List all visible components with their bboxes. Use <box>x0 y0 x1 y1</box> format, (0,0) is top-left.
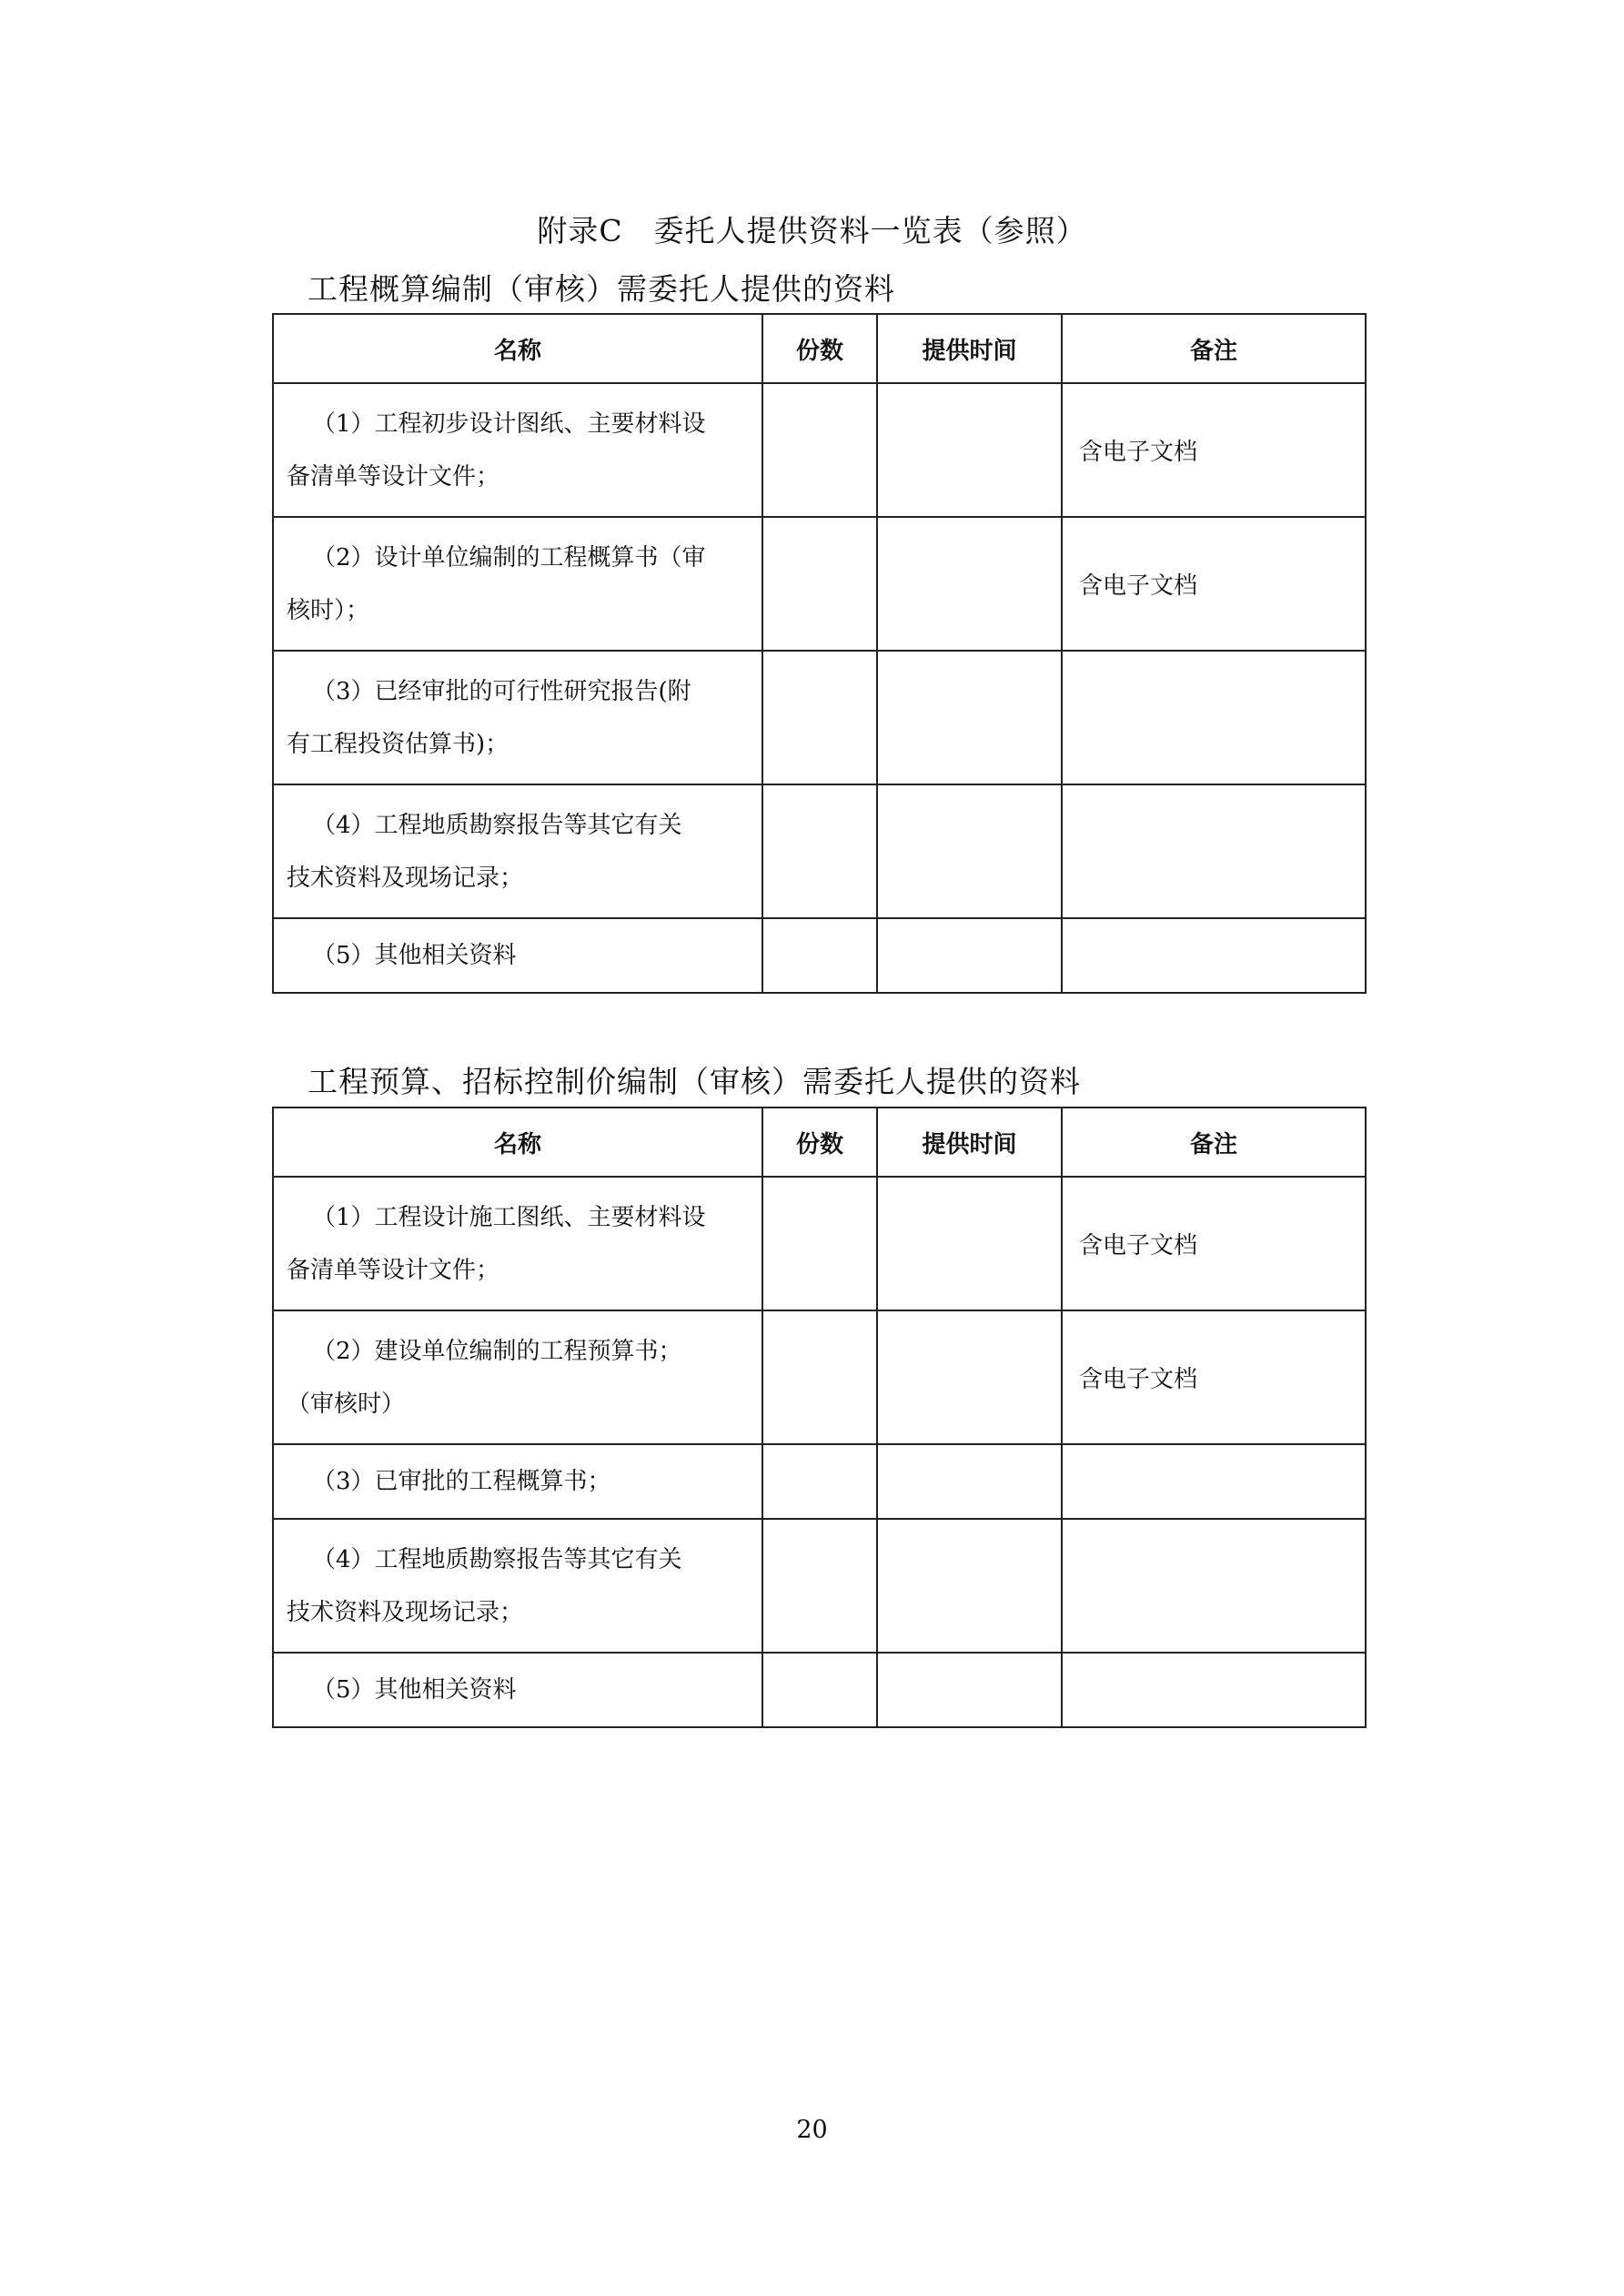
item-name-line1: （4）工程地质勘察报告等其它有关 <box>312 1545 682 1573</box>
note-cell: 含电子文档 <box>1062 1310 1366 1444</box>
column-header-time: 提供时间 <box>877 314 1062 383</box>
materials-table-estimate <box>272 313 1367 994</box>
item-name-line1: （2）设计单位编制的工程概算书（审 <box>312 543 706 571</box>
copies-cell <box>762 918 877 993</box>
copies-cell <box>762 1444 877 1519</box>
time-cell <box>877 784 1062 918</box>
note-cell: 含电子文档 <box>1062 517 1366 651</box>
time-cell <box>877 383 1062 517</box>
item-name-cell <box>273 517 762 651</box>
column-header-note: 备注 <box>1062 314 1366 383</box>
item-name-cell <box>273 1653 762 1727</box>
column-header-time: 提供时间 <box>877 1108 1062 1177</box>
note-cell <box>1062 651 1366 784</box>
item-name-line1: （1）工程初步设计图纸、主要材料设 <box>312 410 706 438</box>
time-cell <box>877 918 1062 993</box>
time-cell <box>877 1519 1062 1653</box>
table-row <box>273 383 1366 517</box>
item-name-line1: （1）工程设计施工图纸、主要材料设 <box>312 1203 706 1231</box>
note-cell <box>1062 1444 1366 1519</box>
table-header-row <box>273 314 1366 383</box>
copies-cell <box>762 1653 877 1727</box>
note-cell <box>1062 1653 1366 1727</box>
table-row <box>273 918 1366 993</box>
copies-cell <box>762 784 877 918</box>
copies-cell <box>762 1177 877 1310</box>
item-name-line2: 技术资料及现场记录； <box>287 864 524 892</box>
page-title: 附录C 委托人提供资料一览表（参照） <box>537 213 1087 248</box>
note-cell: 含电子文档 <box>1062 1177 1366 1310</box>
item-name-line2: 技术资料及现场记录； <box>287 1598 524 1626</box>
column-header-note: 备注 <box>1062 1108 1366 1177</box>
item-name-cell <box>273 651 762 784</box>
column-header-name: 名称 <box>273 1108 762 1177</box>
time-cell <box>877 1310 1062 1444</box>
table-row <box>273 1444 1366 1519</box>
materials-table-budget <box>272 1107 1367 1728</box>
table-row <box>273 784 1366 918</box>
section-title-budget-tender: 工程预算、招标控制价编制（审核）需委托人提供的资料 <box>308 1064 1081 1099</box>
item-name-cell <box>273 383 762 517</box>
table-row <box>273 1177 1366 1310</box>
table-row <box>273 1519 1366 1653</box>
column-header-name: 名称 <box>273 314 762 383</box>
item-name-line1: （4）工程地质勘察报告等其它有关 <box>312 811 682 839</box>
table-header-row <box>273 1108 1366 1177</box>
copies-cell <box>762 517 877 651</box>
item-name-cell <box>273 918 762 993</box>
table-row <box>273 651 1366 784</box>
copies-cell <box>762 383 877 517</box>
item-name-cell <box>273 1310 762 1444</box>
item-name-line1: （3）已审批的工程概算书； <box>312 1468 611 1495</box>
table-row <box>273 517 1366 651</box>
note-cell <box>1062 918 1366 993</box>
note-cell: 含电子文档 <box>1062 383 1366 517</box>
item-name-line1: （2）建设单位编制的工程预算书； <box>312 1337 682 1365</box>
item-name-cell <box>273 784 762 918</box>
column-header-copies: 份数 <box>762 1108 877 1177</box>
page-number: 20 <box>796 2116 828 2144</box>
item-name-line2: 有工程投资估算书)； <box>287 730 509 758</box>
note-cell <box>1062 1519 1366 1653</box>
copies-cell <box>762 1310 877 1444</box>
time-cell <box>877 517 1062 651</box>
note-cell <box>1062 784 1366 918</box>
copies-cell <box>762 651 877 784</box>
time-cell <box>877 1177 1062 1310</box>
item-name-line1: （3）已经审批的可行性研究报告(附 <box>312 677 691 705</box>
table-row <box>273 1310 1366 1444</box>
item-name-line1: （5）其他相关资料 <box>312 942 517 969</box>
time-cell <box>877 651 1062 784</box>
time-cell <box>877 1444 1062 1519</box>
column-header-copies: 份数 <box>762 314 877 383</box>
item-name-line2: 备清单等设计文件； <box>287 1256 500 1284</box>
item-name-line1: （5）其他相关资料 <box>312 1676 517 1704</box>
time-cell <box>877 1653 1062 1727</box>
item-name-line2: （审核时） <box>287 1390 406 1418</box>
item-name-line2: 备清单等设计文件； <box>287 462 500 491</box>
section-title-budget-estimate: 工程概算编制（审核）需委托人提供的资料 <box>308 271 895 307</box>
item-name-cell <box>273 1177 762 1310</box>
copies-cell <box>762 1519 877 1653</box>
item-name-line2: 核时）； <box>287 596 370 624</box>
item-name-cell <box>273 1444 762 1519</box>
table-row <box>273 1653 1366 1727</box>
item-name-cell <box>273 1519 762 1653</box>
